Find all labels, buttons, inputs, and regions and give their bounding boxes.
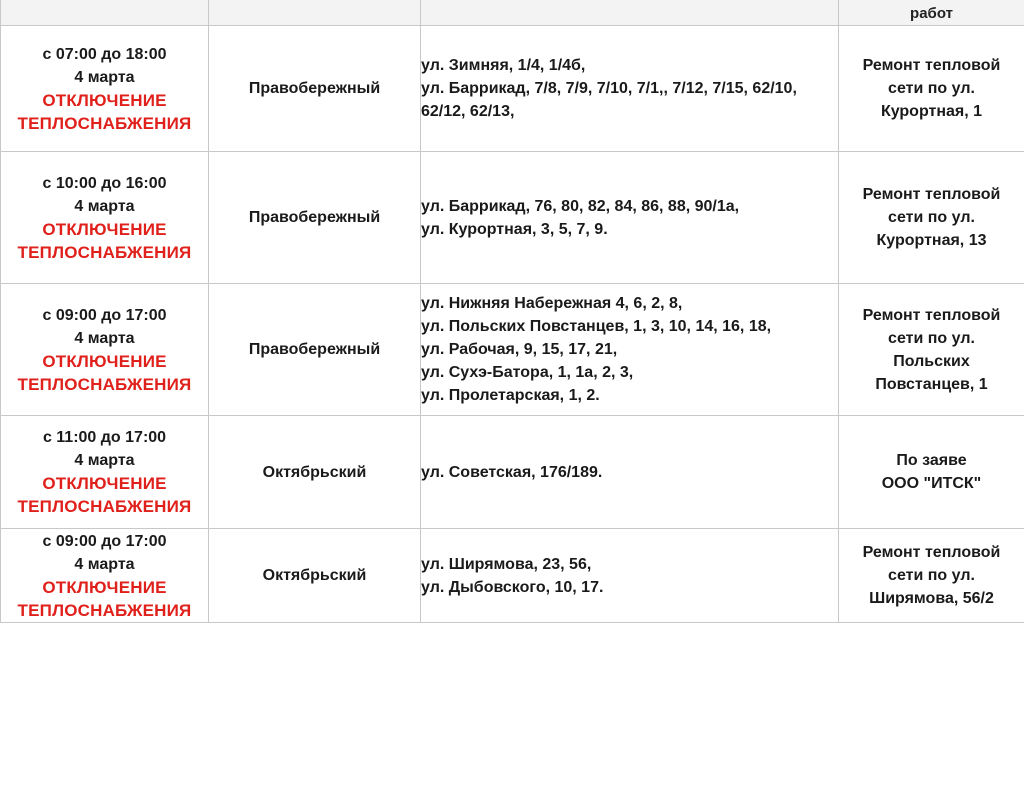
reason-line: Курортная, 1 [880, 103, 983, 120]
table-row [1, 416, 1024, 529]
outage-date: 4 марта [74, 555, 135, 573]
district-cell: Октябрьский [209, 416, 421, 529]
address-line: ул. Польских Повстанцев, 1, 3, 10, 14, 16, 18, [421, 318, 772, 335]
addresses-cell [421, 26, 839, 152]
reason-line: сети по ул. [888, 567, 975, 584]
address-line: ул. Дыбовского, 10, 17. [421, 578, 604, 596]
address-line: ул. Пролетарская, 1, 2. [421, 387, 600, 404]
district-cell: Правобережный [209, 26, 421, 152]
district-cell: Октябрьский [209, 529, 421, 623]
address-line: 62/12, 62/13, [421, 103, 515, 120]
reason-line: сети по ул. [888, 80, 975, 97]
reason-line: ООО "ИТСК" [881, 475, 982, 492]
address-line: ул. Курортная, 3, 5, 7, 9. [421, 220, 608, 238]
time-range: с 10:00 до 16:00 [42, 174, 167, 192]
outage-date: 4 марта [74, 197, 135, 215]
outage-alert-line1: ОТКЛЮЧЕНИЕ [42, 90, 167, 110]
outage-date: 4 марта [74, 329, 135, 347]
time-range: с 11:00 до 17:00 [42, 429, 167, 446]
reason-cell [839, 152, 1024, 284]
outage-alert-line2: ТЕПЛОСНАБЖЕНИЯ [17, 600, 192, 620]
reason-line: Ремонт тепловой [862, 186, 1001, 203]
reason-line: Ремонт тепловой [862, 544, 1001, 561]
outage-alert-line1: ОТКЛЮЧЕНИЕ [42, 474, 167, 493]
outage-time-cell [1, 416, 209, 529]
reason-line: Повстанцев, 1 [875, 375, 988, 393]
addresses-cell [421, 416, 839, 529]
table-header-row [1, 0, 1024, 26]
outage-date: 4 марта [74, 68, 135, 86]
outage-alert-line1: ОТКЛЮЧЕНИЕ [42, 351, 167, 371]
address-line: ул. Баррикад, 7/8, 7/9, 7/10, 7/1,, 7/12, 7/15, 62/10, [421, 80, 797, 97]
table-row [1, 152, 1024, 284]
addresses-cell [421, 529, 839, 623]
outage-alert-line2: ТЕПЛОСНАБЖЕНИЯ [17, 374, 192, 394]
outage-alert-line1: ОТКЛЮЧЕНИЕ [42, 219, 167, 239]
reason-cell [839, 529, 1024, 623]
outage-time-cell [1, 529, 209, 623]
header-district [209, 0, 421, 26]
header-time [1, 0, 209, 26]
table-row [1, 26, 1024, 152]
outage-date: 4 марта [74, 452, 135, 469]
table-row [1, 529, 1024, 623]
outage-time-cell [1, 26, 209, 152]
reason-cell [839, 26, 1024, 152]
address-line: ул. Зимняя, 1/4, 1/4б, [421, 57, 586, 74]
reason-line: Ремонт тепловой [862, 57, 1001, 74]
district-cell: Правобережный [209, 284, 421, 416]
reason-line: сети по ул. [888, 329, 975, 347]
time-range: с 07:00 до 18:00 [42, 45, 167, 63]
outage-alert-line2: ТЕПЛОСНАБЖЕНИЯ [17, 497, 192, 516]
addresses-cell [421, 284, 839, 416]
outage-time-cell [1, 152, 209, 284]
reason-line: Ремонт тепловой [862, 306, 1001, 324]
time-range: с 09:00 до 17:00 [42, 532, 167, 550]
address-line: ул. Ширямова, 23, 56, [421, 555, 592, 573]
outage-alert-line2: ТЕПЛОСНАБЖЕНИЯ [17, 242, 192, 262]
address-line: ул. Баррикад, 76, 80, 82, 84, 86, 88, 90/1а, [421, 197, 740, 215]
reason-line: Ширямова, 56/2 [869, 590, 994, 607]
reason-line: Курортная, 13 [876, 232, 987, 249]
address-line: ул. Рабочая, 9, 15, 17, 21, [421, 341, 618, 358]
address-line: ул. Нижняя Набережная 4, 6, 2, 8, [421, 295, 683, 312]
reason-line: сети по ул. [888, 209, 975, 226]
header-addresses [421, 0, 839, 26]
outage-time-cell [1, 284, 209, 416]
reason-cell [839, 416, 1024, 529]
district-cell: Правобережный [209, 152, 421, 284]
reason-cell [839, 284, 1024, 416]
header-reason: работ [839, 0, 1024, 26]
time-range: с 09:00 до 17:00 [42, 306, 167, 324]
reason-line: Польских [893, 352, 970, 370]
reason-line: По заяве [896, 452, 967, 469]
table-row [1, 284, 1024, 416]
outage-alert-line2: ТЕПЛОСНАБЖЕНИЯ [17, 113, 192, 133]
outage-alert-line1: ОТКЛЮЧЕНИЕ [42, 577, 167, 597]
address-line: ул. Советская, 176/189. [421, 463, 603, 481]
addresses-cell [421, 152, 839, 284]
address-line: ул. Сухэ-Батора, 1, 1а, 2, 3, [421, 364, 634, 381]
